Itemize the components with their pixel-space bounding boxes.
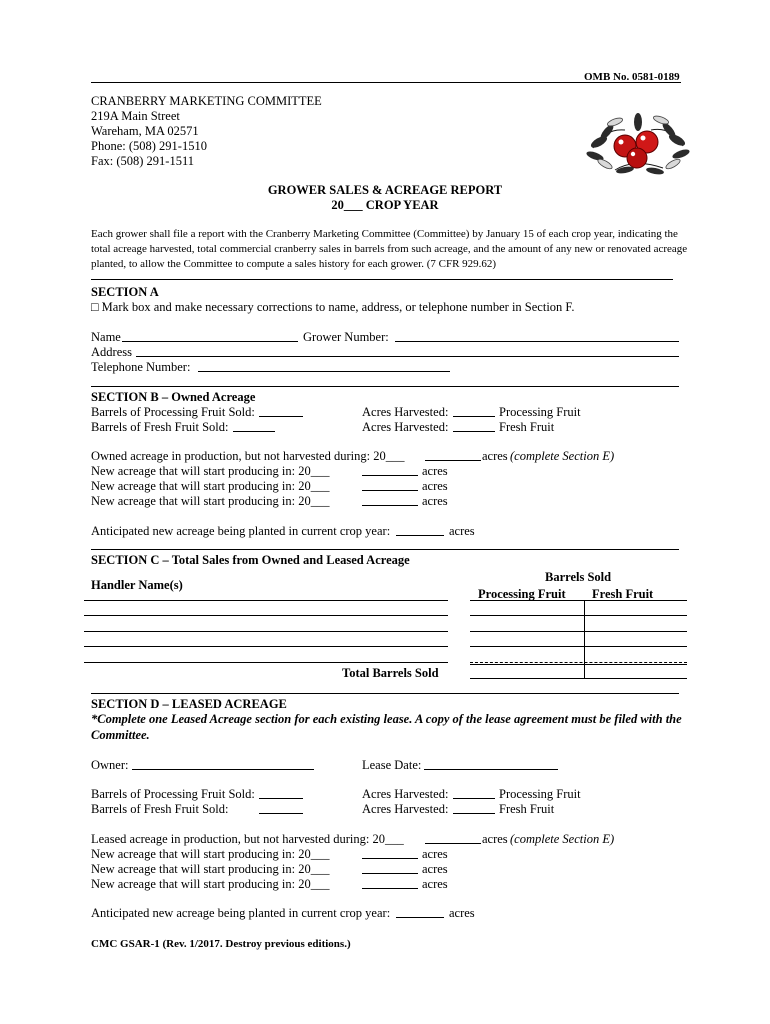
leased-fresh-sold-field[interactable]	[259, 802, 303, 814]
name-label: Name	[91, 330, 121, 344]
owned-not-harvested-label: Owned acreage in production, but not harvested during: 20___	[91, 449, 405, 463]
committee-name: CRANBERRY MARKETING COMMITTEE	[91, 94, 322, 108]
leased-fresh-sold-label: Barrels of Fresh Fruit Sold:	[91, 802, 229, 816]
barrels-grid-line-4	[470, 646, 687, 647]
handler-row-1[interactable]	[84, 600, 448, 601]
section-c-heading: SECTION C – Total Sales from Owned and Leased Acreage	[91, 553, 410, 567]
owned-processing-sold-label: Barrels of Processing Fruit Sold:	[91, 405, 255, 419]
leased-fresh-fruit-label: Fresh Fruit	[499, 802, 555, 816]
lease-note: *Complete one Leased Acreage section for each existing lease. A copy of the lease agreement must be filed with the Committee.	[91, 712, 682, 742]
owned-acres-processing-field[interactable]	[453, 405, 495, 417]
leased-acres-fresh-field[interactable]	[453, 802, 495, 814]
cranberry-sprig-icon	[585, 108, 691, 178]
section-b-heading: SECTION B – Owned Acreage	[91, 390, 256, 404]
owned-new-acreage-2-acres: acres	[422, 479, 448, 493]
telephone-field[interactable]	[198, 360, 450, 372]
owner-field[interactable]	[132, 758, 314, 770]
owned-anticipated-field[interactable]	[396, 524, 444, 536]
leased-new-acreage-3-field[interactable]	[362, 877, 418, 889]
section-a-rule	[91, 386, 679, 387]
leased-processing-sold-field[interactable]	[259, 787, 303, 799]
city-state-zip: Wareham, MA 02571	[91, 124, 199, 138]
leased-not-harvested-field[interactable]	[425, 832, 481, 844]
name-field[interactable]	[122, 330, 298, 342]
owned-not-harvested-acres: acres	[482, 449, 508, 463]
section-a-heading: SECTION A	[91, 285, 159, 299]
handler-names-label: Handler Name(s)	[91, 578, 183, 592]
crop-year: 20___ CROP YEAR	[331, 198, 439, 212]
owner-label: Owner:	[91, 758, 129, 772]
handler-row-5[interactable]	[84, 662, 448, 663]
owned-new-acreage-2-label: New acreage that will start producing in: 20___	[91, 479, 330, 493]
handler-row-3[interactable]	[84, 631, 448, 632]
owned-anticipated-label: Anticipated new acreage being planted in current crop year:	[91, 524, 391, 538]
leased-acres-harvested-label: Acres Harvested:	[362, 787, 449, 801]
barrels-grid-line-6	[470, 664, 687, 665]
leased-not-harvested-acres: acres	[482, 832, 508, 846]
lease-date-field[interactable]	[424, 758, 558, 770]
leased-new-acreage-2-label: New acreage that will start producing in: 20___	[91, 862, 330, 876]
correction-checkbox-label[interactable]: □ Mark box and make necessary corrections to name, address, or telephone number in Section F.	[91, 300, 575, 314]
owned-acres-fresh-field[interactable]	[453, 420, 495, 432]
leased-new-acreage-3-acres: acres	[422, 877, 448, 891]
leased-new-acreage-1-label: New acreage that will start producing in: 20___	[91, 847, 330, 861]
owned-new-acreage-3-label: New acreage that will start producing in: 20___	[91, 494, 330, 508]
owned-new-acreage-1-acres: acres	[422, 464, 448, 478]
section-d-heading: SECTION D – LEASED ACREAGE	[91, 697, 287, 711]
owned-processing-sold-field[interactable]	[259, 405, 303, 417]
lease-date-label: Lease Date:	[362, 758, 422, 772]
owned-complete-section-e: (complete Section E)	[510, 449, 615, 463]
owned-new-acreage-3-acres: acres	[422, 494, 448, 508]
owned-acres-harvested-fresh-label: Acres Harvested:	[362, 420, 449, 434]
street-address: 219A Main Street	[91, 109, 180, 123]
owned-fresh-sold-field[interactable]	[233, 420, 275, 432]
owned-fresh-fruit-label: Fresh Fruit	[499, 420, 555, 434]
grower-number-label: Grower Number:	[303, 330, 389, 344]
leased-anticipated-field[interactable]	[396, 906, 444, 918]
leased-acres-harvested-fresh-label: Acres Harvested:	[362, 802, 449, 816]
fax-number: Fax: (508) 291-1511	[91, 154, 194, 168]
leased-new-acreage-1-field[interactable]	[362, 847, 418, 859]
leased-complete-section-e: (complete Section E)	[510, 832, 615, 846]
leased-processing-sold-label: Barrels of Processing Fruit Sold:	[91, 787, 255, 801]
leased-acres-processing-field[interactable]	[453, 787, 495, 799]
handler-row-2[interactable]	[84, 615, 448, 616]
owned-new-acreage-1-field[interactable]	[362, 464, 418, 476]
leased-not-harvested-label: Leased acreage in production, but not harvested during: 20___	[91, 832, 404, 846]
section-b-rule	[91, 549, 679, 550]
form-title: GROWER SALES & ACREAGE REPORT	[267, 183, 503, 197]
barrels-grid-line-1	[470, 600, 687, 601]
leased-processing-fruit-label: Processing Fruit	[499, 787, 581, 801]
leased-new-acreage-3-label: New acreage that will start producing in: 20___	[91, 877, 330, 891]
owned-anticipated-acres: acres	[449, 524, 475, 538]
omb-number: OMB No. 0581-0189	[584, 71, 680, 83]
barrels-sold-label: Barrels Sold	[545, 570, 612, 584]
leased-new-acreage-2-acres: acres	[422, 862, 448, 876]
section-c-rule	[91, 693, 679, 694]
leased-anticipated-acres: acres	[449, 906, 475, 920]
owned-new-acreage-3-field[interactable]	[362, 494, 418, 506]
grower-number-field[interactable]	[395, 330, 679, 342]
intro-paragraph: Each grower shall file a report with the Cranberry Marketing Committee (Committee) by January 15 of each crop year, indicating the total acreage harvested, total commercial cranberry sales in barrels from such acreage, and the amount of any new or renovated acreage planted, to allow the Committee to compute a sales history for each grower. (7 CFR 929.62)	[91, 228, 688, 270]
intro-rule	[91, 279, 673, 280]
barrels-grid-line-2	[470, 615, 687, 616]
barrels-grid-line-5	[470, 662, 687, 663]
address-field[interactable]	[136, 345, 679, 357]
owned-not-harvested-field[interactable]	[425, 449, 481, 461]
leased-anticipated-label: Anticipated new acreage being planted in current crop year:	[91, 906, 391, 920]
barrels-grid-divider	[584, 600, 585, 678]
address-label: Address	[91, 345, 132, 359]
col-fresh-fruit: Fresh Fruit	[592, 587, 654, 601]
barrels-grid-line-3	[470, 631, 687, 632]
leased-new-acreage-1-acres: acres	[422, 847, 448, 861]
owned-processing-fruit-label: Processing Fruit	[499, 405, 581, 419]
phone-number: Phone: (508) 291-1510	[91, 139, 207, 153]
form-footer: CMC GSAR-1 (Rev. 1/2017. Destroy previous editions.)	[91, 938, 351, 950]
owned-new-acreage-2-field[interactable]	[362, 479, 418, 491]
owned-acres-harvested-label: Acres Harvested:	[362, 405, 449, 419]
leased-new-acreage-2-field[interactable]	[362, 862, 418, 874]
owned-new-acreage-1-label: New acreage that will start producing in: 20___	[91, 464, 330, 478]
owned-fresh-sold-label: Barrels of Fresh Fruit Sold:	[91, 420, 229, 434]
barrels-grid-total-line	[470, 678, 687, 679]
col-processing-fruit: Processing Fruit	[478, 587, 566, 601]
telephone-label: Telephone Number:	[91, 360, 191, 374]
handler-row-4[interactable]	[84, 646, 448, 647]
total-barrels-sold-label: Total Barrels Sold	[342, 666, 439, 680]
